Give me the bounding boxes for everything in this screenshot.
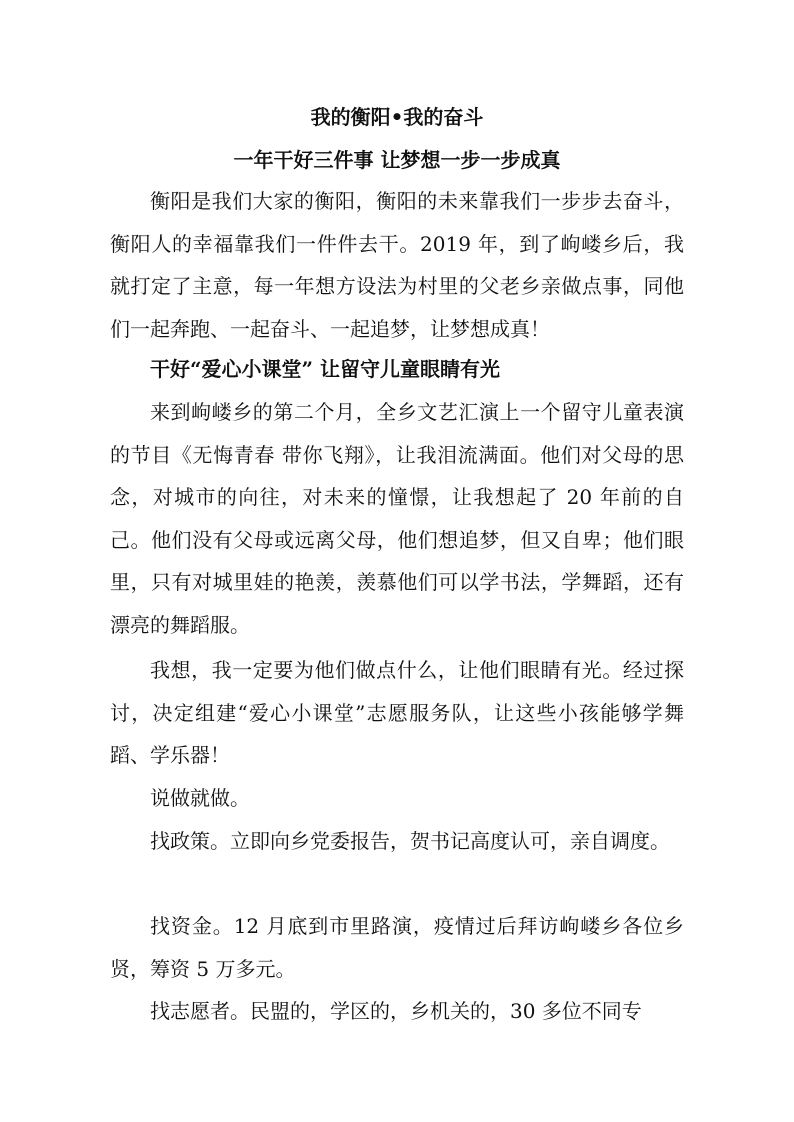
paragraph-volunteers: 找志愿者。民盟的，学区的，乡机关的，30 多位不同专: [150, 999, 642, 1023]
paragraph-policy: 找政策。立即向乡党委报告，贺书记高度认可，亲自调度。: [150, 829, 670, 853]
document-subtitle: 一年干好三件事 让梦想一步一步成真: [233, 148, 561, 172]
paragraph-decision: 我想，我一定要为他们做点什么，让他们眼睛有光。经过探讨，决定组建“爱心小课堂”志愿服务队，让这些小孩能够学舞蹈、学乐器！: [110, 658, 684, 767]
paragraph-action: 说做就做。: [150, 786, 250, 810]
paragraph-story: 来到岣嵝乡的第二个月，全乡文艺汇演上一个留守儿童表演的节目《无悔青春 带你飞翔》，让我泪流满面。他们对父母的思念，对城市的向往，对未来的憧憬，让我想起了 20 年前的自己。他们没有父母或远离父母，他们想追梦，但又自卑；他们眼里，只有对城里娃的艳羡，羡慕他们可以学书法，学舞蹈，还有漂亮的舞蹈服。: [110, 400, 684, 637]
paragraph-funding: 找资金。12 月底到市里路演，疫情过后拜访岣嵝乡各位乡贤，筹资 5 万多元。: [110, 914, 684, 981]
section-heading: 干好“爱心小课堂” 让留守儿童眼睛有光: [150, 357, 500, 381]
document-title: 我的衡阳•我的奋斗: [310, 105, 484, 129]
paragraph-intro: 衡阳是我们大家的衡阳，衡阳的未来靠我们一步步去奋斗，衡阳人的幸福靠我们一件件去干。2019 年，到了岣嵝乡后，我就打定了主意，每一年想方设法为村里的父老乡亲做点事，同他们一起奔跑、一起奋斗、一起追梦，让梦想成真！: [110, 189, 684, 341]
